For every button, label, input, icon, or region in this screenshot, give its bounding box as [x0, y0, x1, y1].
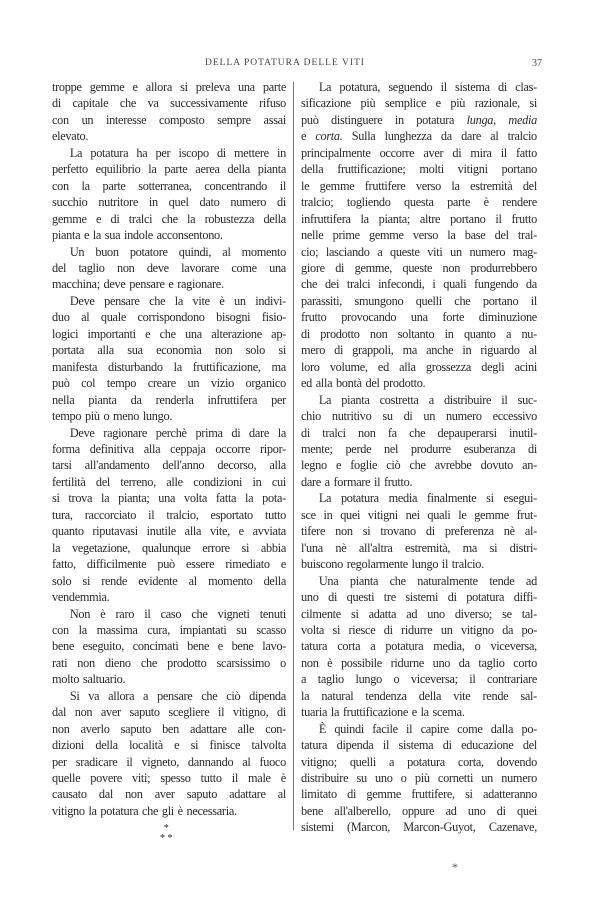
text-line: la vegetazione, qualunque errore si abbia	[52, 540, 286, 555]
text-line: con la parte sotterranea, concentrando il	[52, 178, 286, 193]
text-line: È quindi facile il capire come dalla po-	[318, 721, 537, 736]
text-line: può col tempo creare un vizio organico	[52, 376, 286, 391]
running-header	[0, 58, 612, 72]
text-line: può distinguere in potatura lunga, media	[301, 112, 537, 127]
paragraph	[301, 79, 537, 392]
running-title: DELLA POTATURA DELLE VITI	[205, 58, 365, 68]
asterism-bottom: * *	[160, 833, 173, 844]
text-line: dal non aver saputo scegliere il vitigno, di	[52, 705, 286, 720]
text-line: forma definitiva alla ceppaja occorre ripor-	[52, 441, 286, 456]
text-line: Un buon potatore quindi, al momento	[69, 244, 286, 259]
text-line: macchina; deve pensare e ragionare.	[52, 277, 224, 292]
left-column	[52, 79, 286, 819]
text-line: troppe gemme e allora si preleva una parte	[52, 80, 286, 94]
text-line: volta si riesce di ridurre un vitigno da po-	[301, 622, 537, 637]
text-line: quelle povere viti; spesso tutto il male è	[52, 771, 286, 786]
text-line: gemme e di tralci che la robustezza della	[52, 211, 286, 226]
text-line: tatura corta a potatura media, o viceversa,	[301, 639, 537, 654]
text-line: non averlo saputo ben adattare alle con-	[52, 721, 286, 736]
text-line: le gemme fruttifere verso la estremità del	[301, 178, 537, 193]
text-line: mente; perde nel produrre esuberanza di	[301, 441, 537, 456]
text-line: Una pianta che naturalmente tende ad	[318, 573, 537, 588]
text-line: con la massima cura, impiantati su scasso	[52, 622, 286, 637]
text-line: parassiti, smungono quelli che portano il	[301, 293, 537, 308]
signature-mark: *	[452, 860, 458, 874]
text-line: per sradicare il vigneto, dannando al fuoco	[52, 754, 286, 769]
text-line: di prodotto non soltanto in quanto a nu-	[301, 326, 537, 341]
text-line: perfetto equilibrio la parte aerea della pianta	[52, 162, 286, 177]
text-line: fertilità del terreno, alle condizioni in cui	[52, 474, 286, 489]
paragraph	[52, 425, 286, 606]
text-line: Deve ragionare perchè prima di dare la	[69, 425, 286, 440]
text-line: di tralci non fa che depauperarsi inutil-	[301, 425, 537, 440]
text-line: tarsi all'andamento dell'anno decorso, alla	[52, 458, 286, 473]
text-line: principalmente occorre aver di mira il fatto	[301, 145, 537, 160]
text-line: Si va allora a pensare che ciò dipenda	[69, 688, 286, 703]
text-line: La potatura, seguendo il sistema di clas-	[318, 80, 537, 94]
text-line: e corta. Sulla lunghezza da dare al tralcio	[301, 129, 537, 144]
paragraph	[52, 79, 286, 145]
text-line: frutto provocando una forte diminuzione	[301, 310, 537, 325]
text-line: tuaria la fruttificazione e la scema.	[301, 705, 465, 720]
text-line: che dei tralci infecondi, i quali fungendo da	[301, 277, 537, 292]
paragraph	[52, 606, 286, 688]
paragraph	[52, 145, 286, 244]
text-line: mero di grappoli, ma anche in riguardo al	[301, 343, 537, 358]
text-line: non è possibile ridurne uno da taglio corto	[301, 655, 537, 670]
text-line: si trova la pianta; una volta fatta la pota-	[52, 491, 286, 506]
text-line: vendemmia.	[52, 590, 110, 605]
text-line: tralcio; togliendo questa parte è rendere	[301, 195, 537, 210]
paragraph	[301, 392, 537, 491]
text-line: causato dal non aver saputo adattare al	[52, 787, 286, 802]
text-line: a taglio lungo o viceversa; il contrariare	[301, 672, 537, 687]
text-line: duo al quale corrispondono bisogni fisio-	[52, 310, 286, 325]
text-line: la natural tendenza della vite rende sal-	[301, 688, 537, 703]
text-line: logici importanti e che una alterazione ap-	[52, 326, 286, 341]
text-line: fatto, difficilmente può essere rimediato e	[52, 557, 286, 572]
text-line: cilmente si adatta ad uno diverso; se tal-	[301, 606, 537, 621]
text-line: con un interesse composto sempre assai	[52, 112, 286, 127]
text-line: chio nutritivo su di un numero eccessivo	[301, 409, 537, 424]
text-line: Non è raro il caso che vigneti tenuti	[69, 606, 286, 621]
text-line: tura, raccorciato il tralcio, esportato tutto	[52, 507, 286, 522]
text-line: di capitale che va successivamente rifuso	[52, 96, 286, 111]
text-line: tatura dipenda il sistema di educazione del	[301, 738, 537, 753]
text-line: sificazione più semplice e più razionale, si	[301, 96, 537, 111]
paragraph	[52, 244, 286, 293]
text-line: quanto riputavasi inutile alla vite, e avviata	[52, 524, 286, 539]
text-line: vitigno la potatura che gli è necessaria.	[52, 803, 237, 818]
text-line: portata alla sua economia non solo si	[52, 343, 286, 358]
text-line: pianta e la sua indole acconsentono.	[52, 228, 223, 243]
text-line: dizioni della località e si finisce talvolta	[52, 738, 286, 753]
text-line: del taglio non deve lavorare come una	[52, 260, 286, 275]
right-column	[301, 79, 537, 836]
text-line: succhio nutritore in quel dato numero di	[52, 195, 286, 210]
paragraph	[52, 293, 286, 425]
text-line: nelle prime gemme verso la base del tral-	[301, 228, 537, 243]
text-line: giore di gemme, queste non produrrebbero	[301, 260, 537, 275]
text-line: della fruttificazione; molti vitigni portano	[301, 162, 537, 177]
paragraph	[52, 688, 286, 820]
text-line: tempo più o meno lungo.	[52, 409, 173, 424]
page-number: 37	[532, 58, 542, 69]
text-line: bene all'alberello, oppure ad uno di quei	[301, 803, 537, 818]
text-line: solo si rende evidente al momento della	[52, 573, 286, 588]
text-line: bene eseguito, concimati bene e bene lavo-	[52, 639, 286, 654]
text-line: manifesta disturbando la fruttificazione, ma	[52, 359, 286, 374]
text-line: infruttifera la pianta; altre portano il frutto	[301, 211, 537, 226]
text-line: La potatura ha per iscopo di mettere in	[69, 145, 286, 160]
text-line: dare a formare il frutto.	[301, 474, 413, 489]
paragraph	[301, 490, 537, 572]
text-line: Deve pensare che la vite è un indivi-	[69, 293, 286, 308]
paragraph	[301, 573, 537, 721]
text-line: distribuire su uno o più cornetti un numero	[301, 771, 537, 786]
text-line: loro volume, ed alla grossezza degli acini	[301, 359, 537, 374]
column-divider	[293, 82, 294, 830]
text-line: l'una nè all'altra estremità, ma si distri-	[301, 540, 537, 555]
text-line: elevato.	[52, 129, 89, 144]
paragraph	[301, 721, 537, 836]
text-line: legno e foglie ciò che avrebbe dovuto an-	[301, 458, 537, 473]
text-line: ed alla bontà del prodotto.	[301, 376, 426, 391]
text-line: sistemi (Marcon, Marcon-Guyot, Cazenave,	[301, 820, 537, 835]
text-line: limitato di gemme fruttifere, si adatteranno	[301, 787, 537, 802]
text-line: buiscono regolarmente lungo il tralcio.	[301, 557, 484, 572]
asterism-top: *	[163, 823, 169, 834]
text-line: nella pianta da renderla infruttifera per	[52, 392, 286, 407]
section-asterism	[160, 824, 173, 844]
text-line: molto saltuario.	[52, 672, 126, 687]
text-line: La potatura media finalmente si esegui-	[318, 491, 537, 506]
text-line: uno di questi tre sistemi di potatura diffi-	[301, 590, 537, 605]
text-line: vitigno; quelli a potatura corta, dovendo	[301, 754, 537, 769]
text-line: cio; lasciando a queste viti un numero mag-	[301, 244, 537, 259]
text-line: sce in quei vitigni nei quali le gemme frut-	[301, 507, 537, 522]
text-line: tifere non si trovano di preferenza nè al-	[301, 524, 537, 539]
text-line: La pianta costretta a distribuire il suc-	[318, 392, 537, 407]
text-line: rati non dieno che prodotto scarsissimo o	[52, 655, 286, 670]
